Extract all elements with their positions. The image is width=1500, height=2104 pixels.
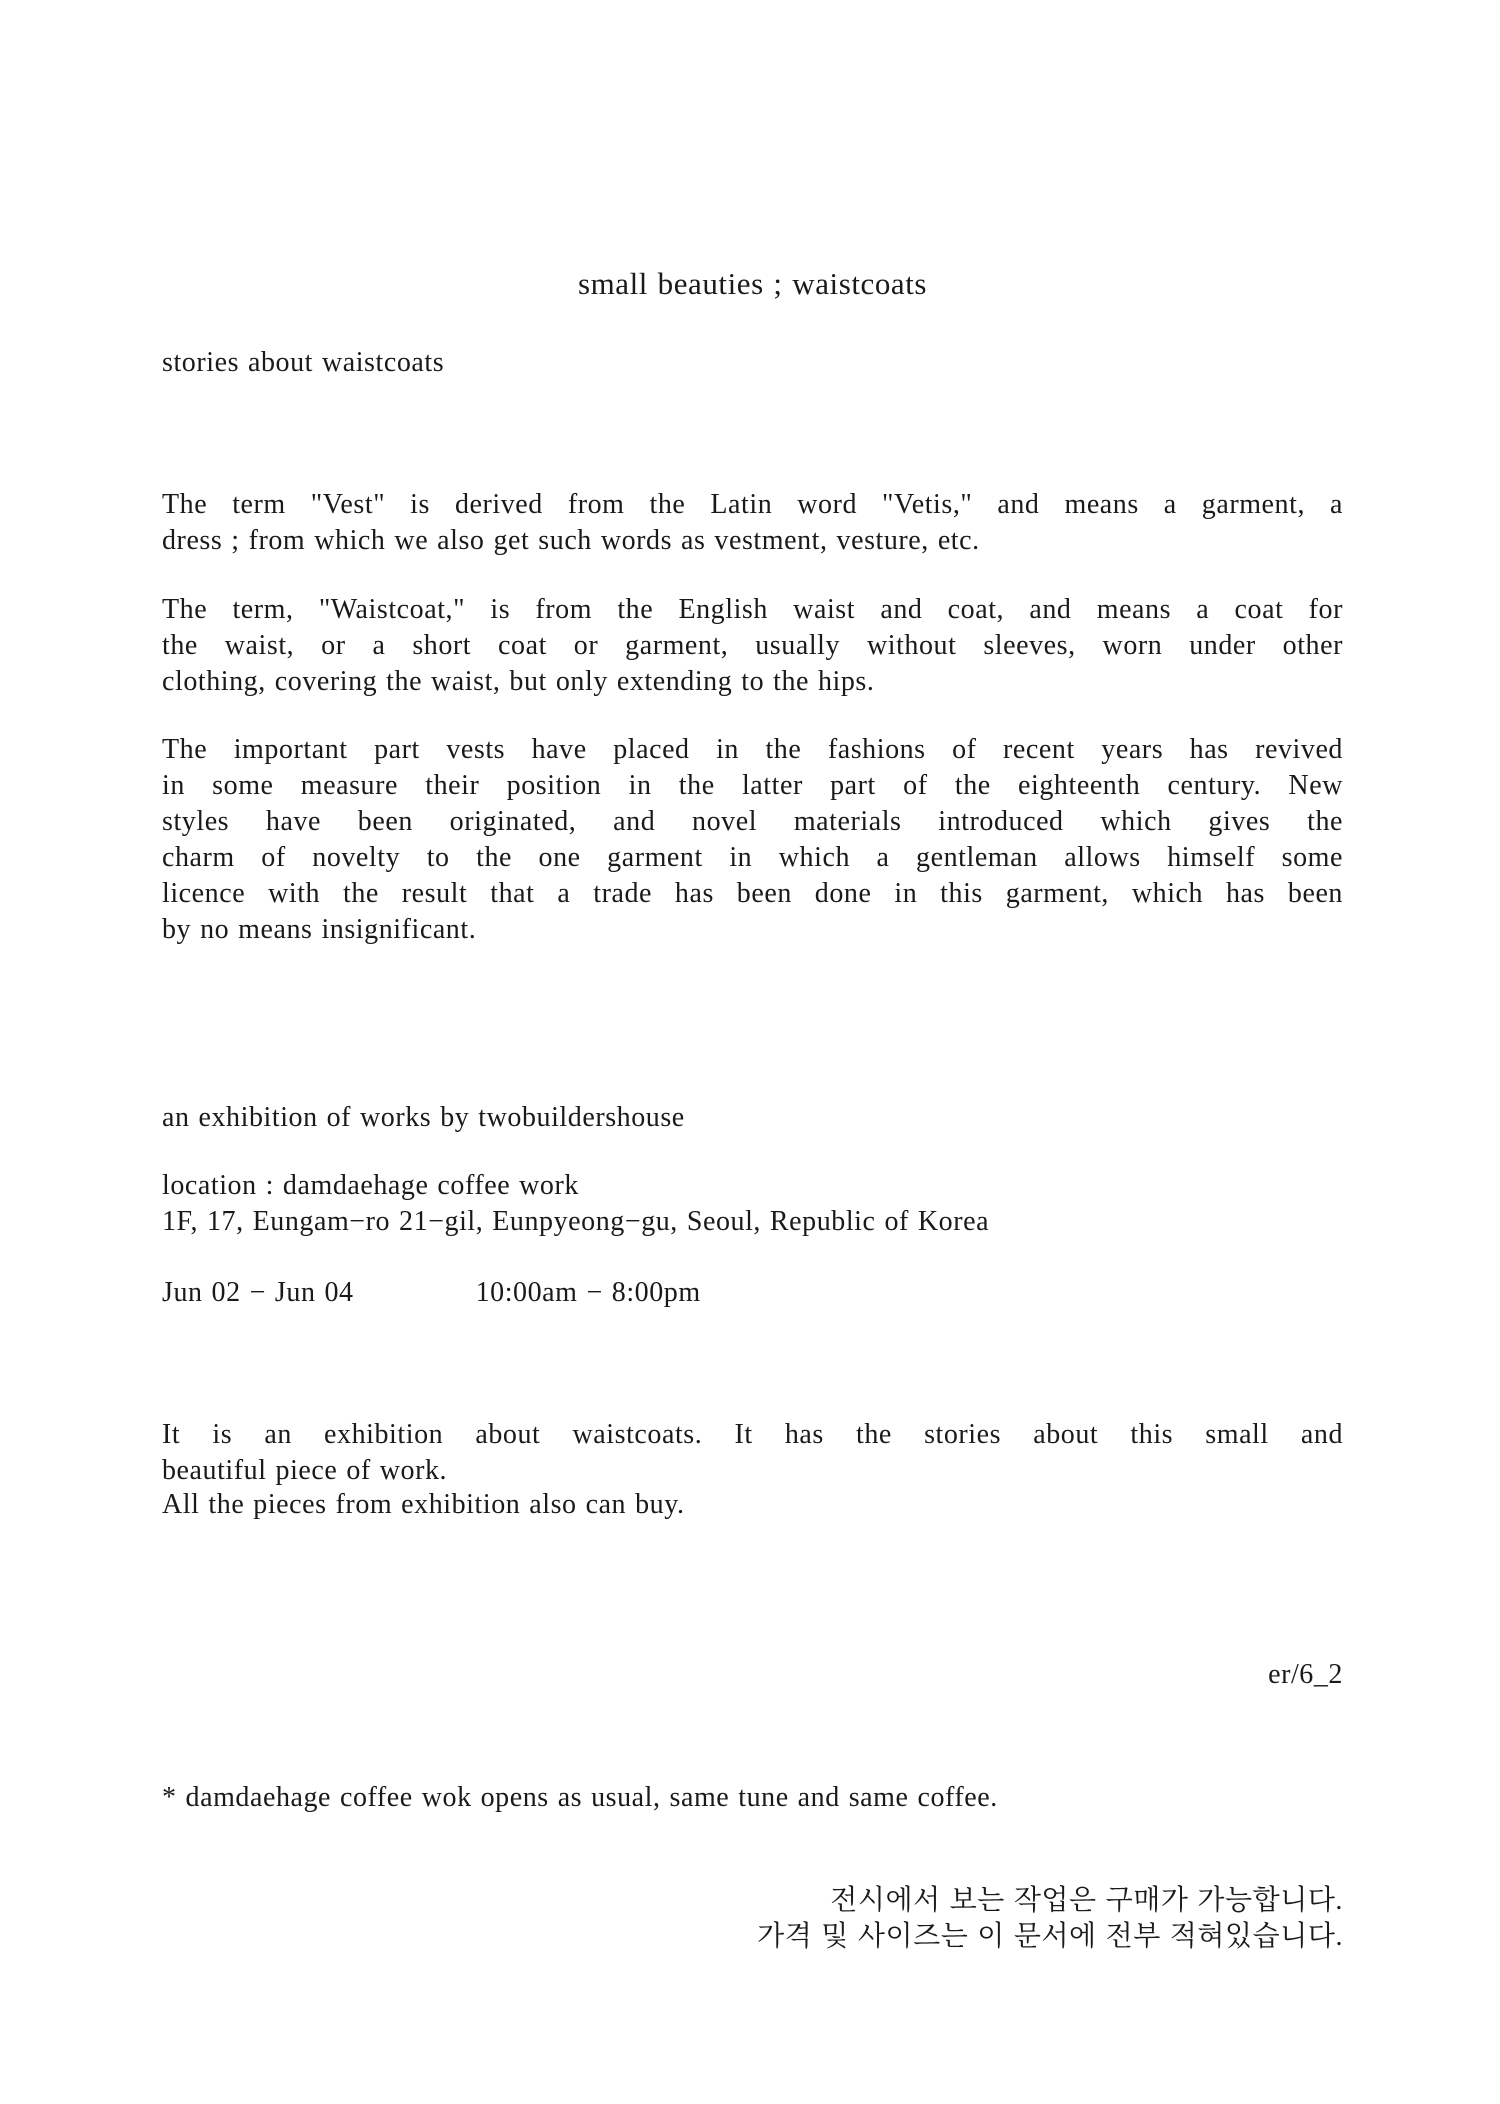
paragraph-vest: The term "Vest" is derived from the Latin word "Vetis," and means a garment, a dress ; from which we also get such words as vestment, vesture, etc.	[162, 489, 1343, 556]
page-subtitle: stories about waistcoats	[162, 347, 445, 378]
korean-note: 전시에서 보는 작업은 구매가 가능합니다. 가격 및 사이즈는 이 문서에 전부 적혀있습니다.	[757, 1885, 1343, 1952]
footnote: * damdaehage coffee wok opens as usual, same tune and same coffee.	[162, 1782, 998, 1813]
date-time-row	[162, 1275, 1343, 1311]
paragraph-fashion: The important part vests have placed in the fashions of recent years has revived in some measure their position in the latter part of the eighteenth century. New styles have been originated, and novel materials introduced which gives the charm of novelty to the one garment in which a gentleman allows himself some licence with the result that a trade has been done in this garment, which has been by no means insignificant.	[162, 734, 1343, 945]
location-block: location : damdaehage coffee work 1F, 17, Eungam−ro 21−gil, Eunpyeong−gu, Seoul, Republic of Korea	[162, 1170, 990, 1237]
page-title: small beauties ; waistcoats	[577, 266, 928, 301]
about-paragraph: It is an exhibition about waistcoats. It has the stories about this small and beautiful piece of work.	[162, 1419, 1343, 1486]
exhibition-byline: an exhibition of works by twobuildershouse	[162, 1102, 685, 1133]
about-note: All the pieces from exhibition also can buy.	[162, 1489, 685, 1520]
date-range: Jun 02 − Jun 04	[162, 1277, 354, 1308]
paragraph-waistcoat: The term, "Waistcoat," is from the English waist and coat, and means a coat for the waist, or a short coat or garment, usually without sleeves, worn under other clothing, covering the waist, but only extending to the hips.	[162, 594, 1343, 697]
time-range: 10:00am − 8:00pm	[475, 1277, 701, 1308]
reference-code: er/6_2	[1268, 1659, 1343, 1690]
